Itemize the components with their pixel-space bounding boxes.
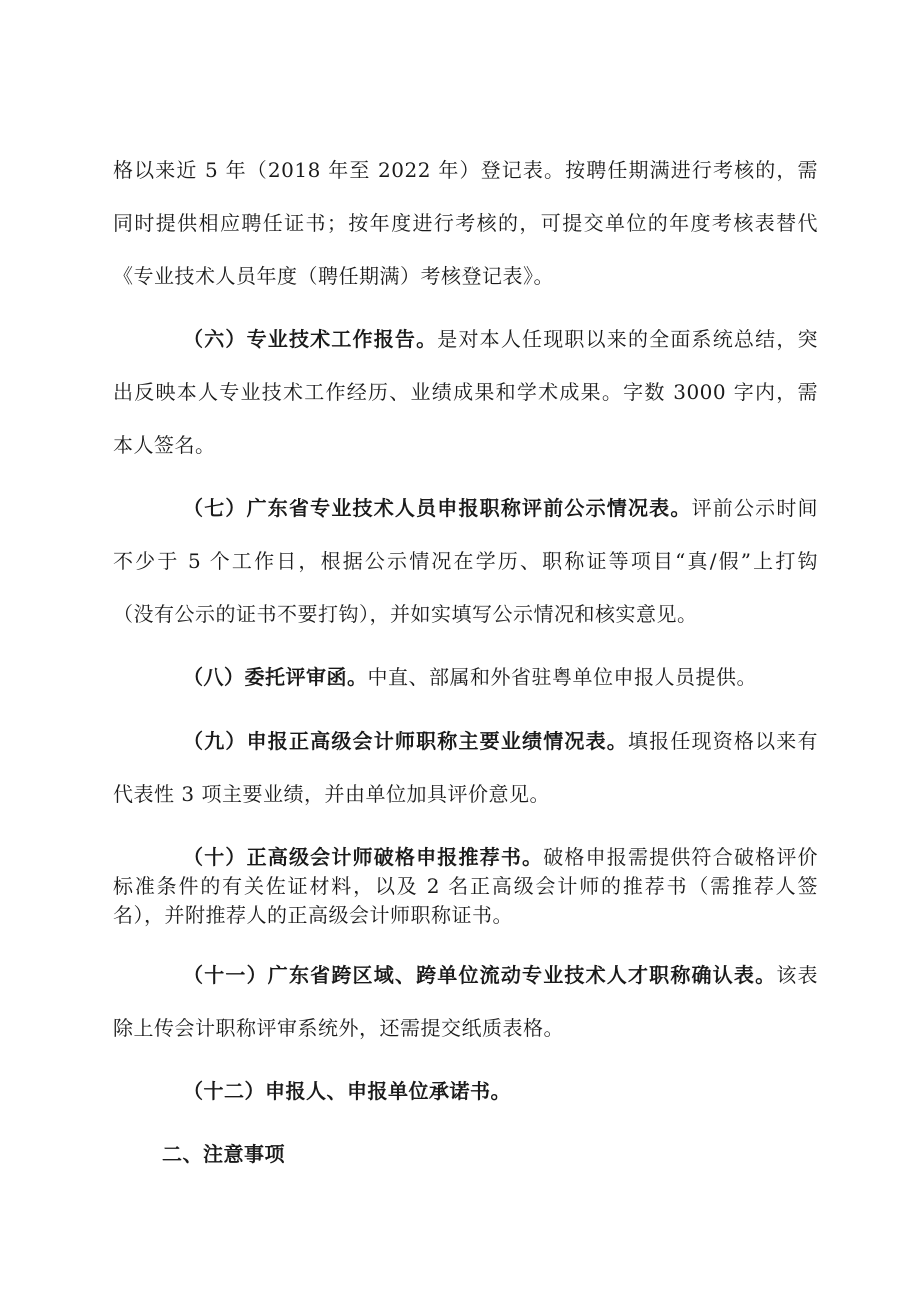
paragraph-10-line-2: 标准条件的有关佐证材料，以及 2 名正高级会计师的推荐书（需推荐人签	[113, 874, 818, 898]
paragraph-6-line-3: 本人签名。	[113, 433, 216, 457]
paragraph-10-text: 破格申报需提供符合破格评价	[543, 845, 818, 869]
paragraph-11-title: （十一）广东省跨区域、跨单位流动专业技术人才职称确认表。	[183, 963, 777, 987]
paragraph-10-line-3: 名），并附推荐人的正高级会计师职称证书。	[113, 903, 513, 927]
paragraph-7-text: 评前公示时间	[691, 496, 818, 520]
paragraph-10-title: （十）正高级会计师破格申报推荐书。	[183, 845, 544, 869]
paragraph-7-line-3: （没有公示的证书不要打钩），并如实填写公示情况和核实意见。	[113, 602, 698, 626]
paragraph-9-line-1	[183, 727, 818, 755]
paragraph-6-line-1	[183, 325, 818, 353]
paragraph-6-text: 是对本人任现职以来的全面系统总结，突	[437, 327, 818, 351]
paragraph-7-line-1	[183, 494, 818, 522]
paragraph-12-title: （十二）申报人、申报单位承诺书。	[183, 1079, 511, 1103]
paragraph-9-title: （九）申报正高级会计师职称主要业绩情况表。	[183, 729, 628, 753]
paragraph-9-line-2: 代表性 3 项主要业绩，并由单位加具评价意见。	[113, 782, 550, 806]
paragraph-7-line-2: 不少于 5 个工作日，根据公示情况在学历、职称证等项目“真/假”上打钩	[113, 549, 818, 573]
paragraph-11-line-1	[183, 961, 818, 989]
paragraph-9-text: 填报任现资格以来有	[627, 729, 818, 753]
paragraph-6-line-2: 出反映本人专业技术工作经历、业绩成果和学术成果。字数 3000 字内，需	[113, 380, 818, 404]
paragraph-8-text: 中直、部属和外省驻粤单位申报人员提供。	[367, 665, 757, 689]
paragraph-11-text: 该表	[776, 963, 818, 987]
paragraph-8-title: （八）委托评审函。	[183, 665, 368, 689]
paragraph-11-line-2: 除上传会计职称评审系统外，还需提交纸质表格。	[113, 1016, 564, 1040]
paragraph-5-line-1: 格以来近 5 年（2018 年至 2022 年）登记表。按聘任期满进行考核的，需	[113, 158, 818, 182]
paragraph-8-line-1	[183, 663, 818, 691]
paragraph-7-title: （七）广东省专业技术人员申报职称评前公示情况表。	[183, 496, 692, 520]
section-heading: 二、注意事项	[162, 1142, 285, 1166]
paragraph-6-title: （六）专业技术工作报告。	[183, 327, 438, 351]
paragraph-10-line-1	[183, 843, 818, 871]
paragraph-12-line-1	[183, 1077, 818, 1105]
paragraph-5-line-2: 同时提供相应聘任证书；按年度进行考核的，可提交单位的年度考核表替代	[113, 211, 818, 235]
paragraph-5-line-3: 《专业技术人员年度（聘任期满）考核登记表》。	[113, 264, 554, 288]
